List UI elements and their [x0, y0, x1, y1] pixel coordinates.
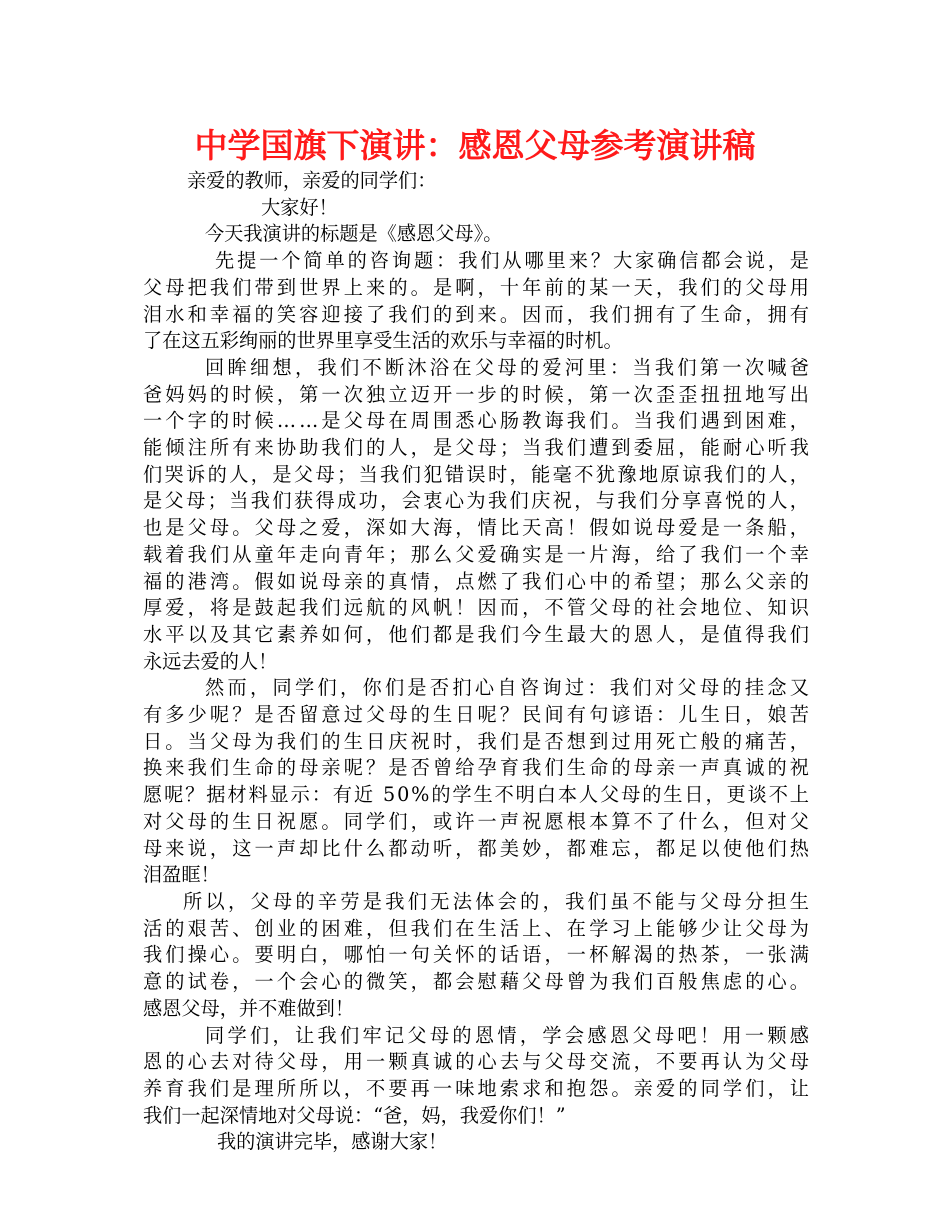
paragraph-line: 今天我演讲的标题是《感恩父母》。	[205, 222, 503, 246]
paragraph-line: 一个字的时候……是父母在周围悉心肠教诲我们。当我们遇到困难，	[143, 409, 813, 433]
paragraph-line: 意的试卷，一个会心的微笑，都会慰藉父母曾为我们百般焦虑的心。	[143, 970, 813, 994]
paragraph-line: 了在这五彩绚丽的世界里享受生活的欢乐与幸福的时机。	[143, 329, 623, 353]
paragraph-line: 有多少呢？是否留意过父母的生日呢？民间有句谚语：儿生日，娘苦	[143, 703, 813, 727]
paragraph-line: 泪水和幸福的笑容迎接了我们的到来。因而，我们拥有了生命，拥有	[143, 302, 813, 326]
paragraph	[143, 248, 813, 355]
paragraph-line: 日。当父母为我们的生日庆祝时，我们是否想到过用死亡般的痛苦，	[143, 729, 813, 753]
paragraph-line: 载着我们从童年走向青年；那么父爱确实是一片海，给了我们一个幸	[143, 542, 813, 566]
paragraph-line: 泪盈眶！	[143, 863, 220, 887]
document-title: 中学国旗下演讲：感恩父母参考演讲稿	[194, 126, 756, 165]
paragraph-line: 同学们，让我们牢记父母的恩情，学会感恩父母吧！用一颗感	[205, 1023, 813, 1047]
paragraph-line: 永远去爱的人！	[143, 649, 278, 673]
paragraph-line: 亲爱的教师，亲爱的同学们：	[187, 169, 437, 192]
paragraph	[143, 355, 813, 675]
paragraph-line: 换来我们生命的母亲呢？是否曾给孕育我们生命的母亲一声真诚的祝	[143, 756, 813, 780]
document-body	[143, 168, 813, 1156]
paragraph-line: 父母把我们带到世界上来的。是啊，十年前的某一天，我们的父母用	[143, 275, 813, 299]
paragraph-line: 养育我们是理所所以，不要再一味地索求和抱怨。亲爱的同学们，让	[143, 1076, 813, 1100]
paragraph	[143, 889, 813, 1023]
paragraph	[143, 221, 809, 248]
paragraph-line: 我们一起深情地对父母说：“爸，妈，我爱你们！”	[143, 1103, 566, 1127]
paragraph-line: 们哭诉的人，是父母；当我们犯错误时，能毫不犹豫地原谅我们的人，	[143, 462, 812, 486]
paragraph-line: 感恩父母，并不难做到！	[143, 996, 355, 1020]
paragraph-line: 先提一个简单的咨询题：我们从哪里来？大家确信都会说，是	[215, 249, 812, 273]
paragraph-line: 能倾注所有来协助我们的人，是父母；当我们遭到委屈，能耐心听我	[143, 436, 813, 460]
paragraph-line: 愿呢？据材料显示：有近 50%的学生不明白本人父母的生日，更谈不上	[143, 783, 811, 807]
paragraph-line: 我的演讲完毕，感谢大家！	[217, 1130, 448, 1154]
paragraph-line: 回眸细想，我们不断沐浴在父母的爱河里：当我们第一次喊爸	[205, 355, 813, 379]
paragraph-line: 爸妈妈的时候，第一次独立迈开一步的时候，第一次歪歪扭扭地写出	[143, 382, 813, 406]
paragraph-line: 福的港湾。假如说母亲的真情，点燃了我们心中的希望；那么父亲的	[143, 569, 813, 593]
paragraph	[143, 1129, 809, 1156]
paragraph-line: 所以，父母的辛劳是我们无法体会的，我们虽不能与父母分担生	[183, 889, 813, 913]
paragraph-line: 也是父母。父母之爱，深如大海，情比天高！假如说母爱是一条船，	[143, 516, 813, 540]
paragraph-line: 我们操心。要明白，哪怕一句关怀的话语，一杯解渴的热茶，一张满	[143, 943, 813, 967]
paragraph-line: 是父母；当我们获得成功，会衷心为我们庆祝，与我们分享喜悦的人，	[143, 489, 812, 513]
paragraph	[143, 168, 809, 195]
paragraph	[143, 675, 813, 889]
paragraph-line: 对父母的生日祝愿。同学们，或许一声祝愿根本算不了什么，但对父	[143, 809, 813, 833]
paragraph-line: 活的艰苦、创业的困难，但我们在生活上、在学习上能够少让父母为	[143, 916, 813, 940]
paragraph-line: 母来说，这一声却比什么都动听，都美妙，都难忘，都足以使他们热	[143, 836, 813, 860]
paragraph-line: 恩的心去对待父母，用一颗真诚的心去与父母交流，不要再认为父母	[143, 1050, 813, 1074]
paragraph-line: 然而，同学们，你们是否扪心自咨询过：我们对父母的挂念又	[205, 676, 813, 700]
paragraph	[143, 195, 809, 222]
paragraph-line: 厚爱，将是鼓起我们远航的风帆！因而，不管父母的社会地位、知识	[143, 596, 813, 620]
paragraph-line: 大家好！	[261, 195, 338, 219]
paragraph-line: 水平以及其它素养如何，他们都是我们今生最大的恩人，是值得我们	[143, 622, 813, 646]
paragraph	[143, 1023, 813, 1130]
